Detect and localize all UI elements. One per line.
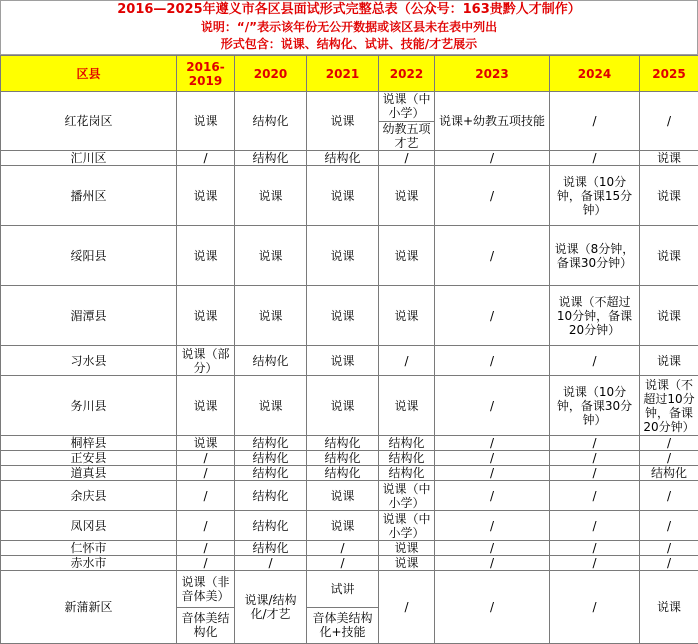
table-forms-note: 形式包含：说课、结构化、试讲、技能/才艺展示 [1, 36, 697, 53]
form-cell [379, 481, 435, 511]
form-cell [640, 346, 698, 376]
district-cell [1, 286, 177, 346]
split-cell-part: 幼教五项才艺 [379, 121, 434, 151]
form-cell [435, 346, 550, 376]
form-value: / [379, 600, 434, 614]
form-cell [640, 226, 698, 286]
form-value: / [379, 354, 434, 368]
split-cell-part: 说课（中小学） [379, 92, 434, 121]
form-value: 说课（中小学） [379, 482, 434, 510]
form-cell [177, 541, 235, 556]
form-value: / [640, 489, 698, 503]
form-value: 说课（10分钟，备课30分钟） [550, 385, 639, 427]
district-cell [1, 481, 177, 511]
form-value: 结构化 [307, 451, 378, 465]
table-row [1, 151, 698, 166]
form-value: 说课 [307, 309, 378, 323]
form-cell [235, 436, 307, 451]
district-cell [1, 151, 177, 166]
title-block [0, 0, 698, 55]
district-name: 正安县 [1, 451, 176, 465]
form-value: 说课 [235, 249, 306, 263]
form-cell [379, 226, 435, 286]
form-value: 说课 [307, 399, 378, 413]
form-cell [235, 481, 307, 511]
district-name: 红花岗区 [1, 114, 176, 128]
form-value: / [307, 556, 378, 570]
form-value: 结构化 [235, 436, 306, 450]
form-cell [235, 166, 307, 226]
form-value: / [550, 354, 639, 368]
form-cell [307, 376, 379, 436]
district-name: 仁怀市 [1, 541, 176, 555]
form-cell [435, 151, 550, 166]
district-cell [1, 466, 177, 481]
form-cell [235, 466, 307, 481]
form-cell [307, 481, 379, 511]
form-value: / [550, 466, 639, 480]
district-cell [1, 451, 177, 466]
form-cell [435, 92, 550, 151]
form-value: 结构化 [379, 436, 434, 450]
form-value: / [307, 541, 378, 555]
form-value: 说课 [379, 541, 434, 555]
form-value: 结构化 [307, 466, 378, 480]
form-value: 结构化 [235, 466, 306, 480]
table-row [1, 556, 698, 571]
form-cell [379, 541, 435, 556]
form-cell [640, 92, 698, 151]
form-cell [435, 166, 550, 226]
form-cell [435, 286, 550, 346]
form-value: 说课 [177, 114, 234, 128]
form-value: / [177, 151, 234, 165]
form-cell [379, 376, 435, 436]
form-cell [550, 226, 640, 286]
form-cell [640, 541, 698, 556]
form-cell [550, 151, 640, 166]
form-cell [307, 556, 379, 571]
form-value: / [435, 541, 549, 555]
form-cell [379, 571, 435, 644]
form-cell [177, 511, 235, 541]
split-cell [177, 571, 234, 643]
table-row [1, 511, 698, 541]
form-cell [235, 376, 307, 436]
district-name: 汇川区 [1, 151, 176, 165]
header-2021: 2021 [307, 56, 379, 92]
split-cell-part: 音体美结构化+技能 [307, 607, 378, 644]
district-cell [1, 166, 177, 226]
district-cell [1, 571, 177, 644]
form-cell [435, 481, 550, 511]
form-cell [307, 92, 379, 151]
form-value: 说课 [379, 399, 434, 413]
form-value: 说课 [235, 399, 306, 413]
form-value: 结构化 [235, 541, 306, 555]
form-cell [550, 511, 640, 541]
form-cell [307, 346, 379, 376]
form-cell [435, 466, 550, 481]
table-row [1, 571, 698, 644]
form-value: / [550, 519, 639, 533]
form-value: 结构化 [379, 466, 434, 480]
form-value: 说课 [379, 556, 434, 570]
form-cell [307, 166, 379, 226]
form-value: 说课 [640, 600, 698, 614]
form-value: 结构化 [235, 151, 306, 165]
form-value: 说课 [307, 489, 378, 503]
form-cell [550, 481, 640, 511]
form-value: 结构化 [235, 489, 306, 503]
form-value: 结构化 [235, 354, 306, 368]
form-value: / [435, 189, 549, 203]
form-value: 说课（10分钟，备课15分钟） [550, 175, 639, 217]
form-value: 说课 [307, 114, 378, 128]
form-cell [379, 286, 435, 346]
split-cell-part: 说课（非音体美） [177, 571, 234, 607]
table-row [1, 92, 698, 151]
form-cell [640, 466, 698, 481]
form-cell [177, 451, 235, 466]
form-value: 说课/结构化/才艺 [235, 593, 306, 621]
form-cell [307, 466, 379, 481]
form-cell [550, 166, 640, 226]
form-value: / [550, 541, 639, 555]
form-cell [640, 151, 698, 166]
district-cell [1, 346, 177, 376]
form-cell [307, 571, 379, 644]
form-cell [235, 226, 307, 286]
district-cell [1, 376, 177, 436]
form-cell [640, 451, 698, 466]
form-cell [550, 436, 640, 451]
form-cell [435, 451, 550, 466]
form-value: / [235, 556, 306, 570]
form-value: / [435, 399, 549, 413]
table-row [1, 451, 698, 466]
district-cell [1, 92, 177, 151]
form-cell [435, 511, 550, 541]
form-value: 说课 [177, 399, 234, 413]
table-row [1, 346, 698, 376]
form-cell [235, 286, 307, 346]
form-value: / [177, 541, 234, 555]
form-value: 说课 [307, 189, 378, 203]
form-value: / [640, 556, 698, 570]
form-value: 说课 [177, 249, 234, 263]
form-cell [379, 92, 435, 151]
header-2025: 2025 [640, 56, 698, 92]
form-value: / [177, 489, 234, 503]
form-cell [435, 226, 550, 286]
form-value: / [435, 600, 549, 614]
form-value: / [435, 556, 549, 570]
header-row [1, 56, 698, 92]
form-value: / [435, 489, 549, 503]
form-value: 说课 [177, 309, 234, 323]
form-value: 说课 [177, 189, 234, 203]
district-cell [1, 556, 177, 571]
form-value: / [177, 466, 234, 480]
district-name: 湄潭县 [1, 309, 176, 323]
table-title: 2016—2025年遵义市各区县面试形式完整总表（公众号：163贵黔人才制作） [1, 1, 697, 19]
form-value: 说课 [640, 354, 698, 368]
form-value: 结构化 [640, 466, 698, 480]
form-value: / [550, 600, 639, 614]
district-name: 余庆县 [1, 489, 176, 503]
district-name: 凤冈县 [1, 519, 176, 533]
form-cell [435, 571, 550, 644]
form-cell [177, 166, 235, 226]
form-cell [307, 436, 379, 451]
district-cell [1, 541, 177, 556]
form-value: / [177, 519, 234, 533]
form-value: / [435, 309, 549, 323]
header-2016-2019: 2016-2019 [177, 56, 235, 92]
interview-form-table [0, 55, 698, 644]
district-name: 务川县 [1, 399, 176, 413]
district-name: 桐梓县 [1, 436, 176, 450]
form-cell [379, 556, 435, 571]
form-value: 结构化 [235, 451, 306, 465]
form-value: / [435, 519, 549, 533]
form-cell [379, 346, 435, 376]
form-cell [379, 451, 435, 466]
form-value: / [177, 451, 234, 465]
form-value: 说课 [379, 309, 434, 323]
form-cell [550, 556, 640, 571]
header-2023: 2023 [435, 56, 550, 92]
form-value: / [435, 436, 549, 450]
form-value: / [379, 151, 434, 165]
form-value: / [177, 556, 234, 570]
table-note: 说明：“/”表示该年份无公开数据或该区县未在表中列出 [1, 19, 697, 36]
form-cell [640, 376, 698, 436]
form-cell [235, 541, 307, 556]
form-cell [435, 541, 550, 556]
district-name: 道真县 [1, 466, 176, 480]
form-value: / [640, 451, 698, 465]
form-cell [640, 481, 698, 511]
district-cell [1, 226, 177, 286]
form-cell [550, 571, 640, 644]
form-value: 结构化 [235, 519, 306, 533]
form-cell [550, 376, 640, 436]
form-value: 说课 [640, 189, 698, 203]
table-row [1, 436, 698, 451]
form-cell [550, 346, 640, 376]
form-value: 说课 [235, 189, 306, 203]
district-cell [1, 436, 177, 451]
form-cell [177, 571, 235, 644]
form-cell [379, 466, 435, 481]
table-row [1, 286, 698, 346]
form-value: 结构化 [379, 451, 434, 465]
form-cell [640, 436, 698, 451]
form-cell [640, 511, 698, 541]
form-cell [235, 451, 307, 466]
form-value: 说课 [640, 309, 698, 323]
form-cell [640, 286, 698, 346]
form-cell [307, 511, 379, 541]
district-name: 绥阳县 [1, 249, 176, 263]
district-name: 赤水市 [1, 556, 176, 570]
form-cell [640, 556, 698, 571]
form-value: / [550, 436, 639, 450]
form-value: 说课（不超过10分钟，备课20分钟） [550, 295, 639, 337]
form-value: 说课（中小学） [379, 512, 434, 540]
form-cell [177, 556, 235, 571]
form-cell [235, 511, 307, 541]
form-value: / [550, 489, 639, 503]
form-cell [235, 92, 307, 151]
form-value: / [550, 556, 639, 570]
form-value: 说课 [379, 189, 434, 203]
table-row [1, 166, 698, 226]
form-value: 说课（不超过10分钟，备课20分钟） [640, 378, 698, 434]
form-cell [177, 466, 235, 481]
form-value: 说课 [379, 249, 434, 263]
form-value: / [435, 151, 549, 165]
form-value: 说课（8分钟，备课30分钟） [550, 242, 639, 270]
form-value: / [640, 436, 698, 450]
form-value: 说课 [235, 309, 306, 323]
form-cell [435, 376, 550, 436]
form-value: 说课 [640, 151, 698, 165]
form-value: / [435, 466, 549, 480]
form-cell [177, 92, 235, 151]
district-name: 习水县 [1, 354, 176, 368]
form-value: / [640, 114, 698, 128]
form-value: 说课 [307, 249, 378, 263]
form-cell [177, 346, 235, 376]
form-cell [177, 226, 235, 286]
form-cell [307, 451, 379, 466]
form-value: / [550, 114, 639, 128]
district-name: 新蒲新区 [1, 600, 176, 614]
form-cell [379, 166, 435, 226]
form-value: 结构化 [307, 151, 378, 165]
header-2022: 2022 [379, 56, 435, 92]
form-value: 说课 [640, 249, 698, 263]
form-value: 说课+幼教五项技能 [435, 114, 549, 128]
form-cell [307, 286, 379, 346]
header-2020: 2020 [235, 56, 307, 92]
form-value: / [640, 541, 698, 555]
table-row [1, 226, 698, 286]
table-row [1, 466, 698, 481]
table-row [1, 376, 698, 436]
form-cell [235, 151, 307, 166]
form-cell [550, 541, 640, 556]
district-name: 播州区 [1, 189, 176, 203]
district-cell [1, 511, 177, 541]
form-cell [177, 151, 235, 166]
form-cell [177, 286, 235, 346]
form-value: / [435, 249, 549, 263]
form-cell [307, 151, 379, 166]
split-cell-part: 音体美结构化 [177, 607, 234, 644]
form-value: 说课（部分） [177, 347, 234, 375]
form-value: 说课 [307, 354, 378, 368]
form-cell [177, 436, 235, 451]
form-value: / [435, 451, 549, 465]
form-cell [435, 436, 550, 451]
form-cell [235, 571, 307, 644]
form-value: 结构化 [307, 436, 378, 450]
form-cell [550, 451, 640, 466]
form-cell [435, 556, 550, 571]
table-row [1, 541, 698, 556]
form-cell [307, 541, 379, 556]
form-value: 说课 [307, 519, 378, 533]
form-cell [235, 556, 307, 571]
split-cell [307, 571, 378, 643]
form-value: 说课 [177, 436, 234, 450]
form-value: / [640, 519, 698, 533]
form-cell [550, 466, 640, 481]
form-cell [379, 511, 435, 541]
table-row [1, 481, 698, 511]
header-district: 区县 [1, 56, 177, 92]
form-value: / [550, 151, 639, 165]
form-cell [379, 436, 435, 451]
form-value: 结构化 [235, 114, 306, 128]
form-cell [177, 376, 235, 436]
form-cell [307, 226, 379, 286]
form-cell [640, 571, 698, 644]
form-cell [550, 92, 640, 151]
form-value: / [435, 354, 549, 368]
split-cell-part: 试讲 [307, 571, 378, 607]
header-2024: 2024 [550, 56, 640, 92]
form-cell [177, 481, 235, 511]
form-cell [640, 166, 698, 226]
form-value: / [550, 451, 639, 465]
form-cell [550, 286, 640, 346]
form-cell [235, 346, 307, 376]
form-cell [379, 151, 435, 166]
split-cell [379, 92, 434, 150]
